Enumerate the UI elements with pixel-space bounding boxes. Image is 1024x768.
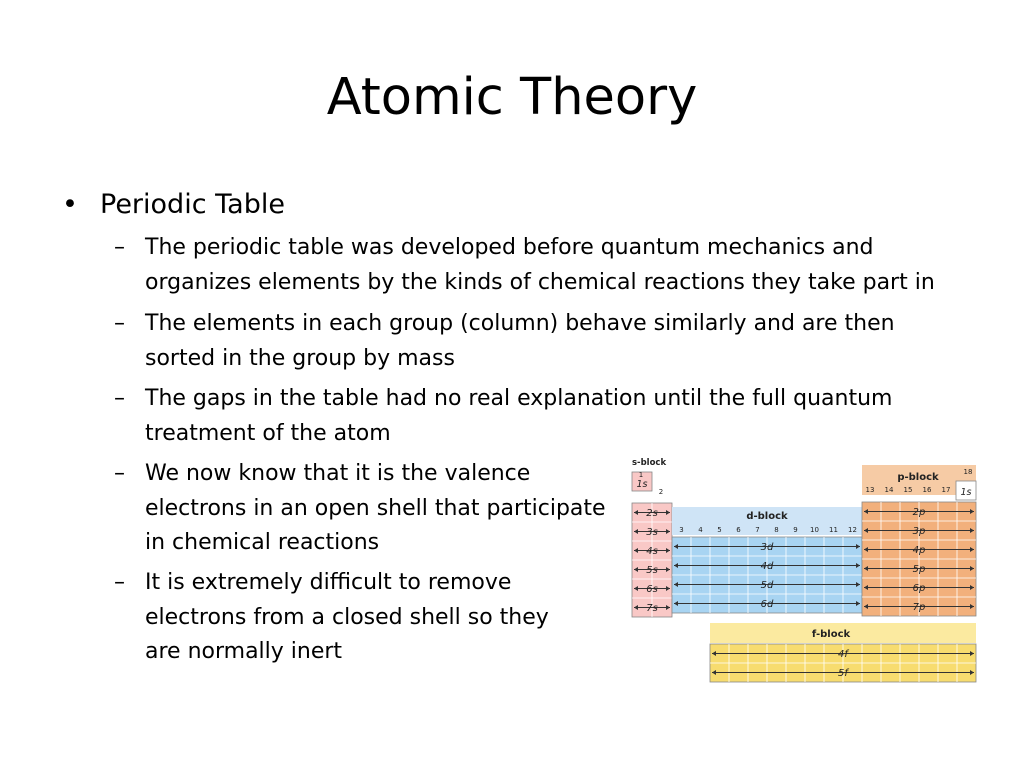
p-group-number: 18 bbox=[963, 468, 973, 476]
p-row-label: 7p bbox=[912, 602, 926, 613]
subpoint-line: in chemical reactions bbox=[145, 530, 380, 555]
d-group-number: 10 bbox=[810, 526, 819, 534]
subpoint-line: electrons in an open shell that participate bbox=[145, 495, 606, 521]
slide-title: Atomic Theory bbox=[326, 68, 698, 127]
d-group-number: 12 bbox=[848, 526, 857, 534]
dash-marker: – bbox=[114, 461, 125, 486]
s-row-label: 2s bbox=[646, 508, 658, 519]
d-group-number: 11 bbox=[829, 526, 838, 534]
p-row-label: 2p bbox=[912, 507, 926, 518]
subpoint-line: electrons from a closed shell so they bbox=[145, 604, 549, 630]
d-row-label: 3d bbox=[760, 542, 774, 553]
d-group-number: 7 bbox=[755, 526, 760, 534]
d-group-number: 4 bbox=[698, 526, 703, 534]
p-group-number: 14 bbox=[884, 486, 894, 494]
subpoint-line: The periodic table was developed before quantum mechanics and bbox=[145, 235, 874, 260]
subpoint-line: It is extremely difficult to remove bbox=[145, 570, 512, 595]
s-block-label: s-block bbox=[632, 458, 667, 468]
d-group-number: 5 bbox=[717, 526, 722, 534]
p-row-label: 5p bbox=[912, 564, 926, 575]
subpoint-line: The gaps in the table had no real explanation until the full quantum bbox=[145, 386, 893, 411]
s-row-label: 7s bbox=[646, 603, 658, 614]
s-row-label: 4s bbox=[646, 546, 658, 557]
bullet-marker: • bbox=[62, 189, 78, 220]
subpoint-line: are normally inert bbox=[145, 639, 343, 664]
subpoint-line: organizes elements by the kinds of chemical reactions they take part in bbox=[145, 269, 935, 295]
f-block-label: f-block bbox=[811, 629, 851, 640]
s-row-label: 3s bbox=[646, 527, 658, 538]
p-group-number: 16 bbox=[922, 486, 932, 494]
bullet-text: Periodic Table bbox=[100, 189, 285, 220]
p-group-number: 13 bbox=[865, 486, 875, 494]
dash-marker: – bbox=[114, 235, 125, 260]
p-row-label: 3p bbox=[912, 526, 926, 537]
s-row-label: 5s bbox=[646, 565, 658, 576]
subpoint-line: We now know that it is the valence bbox=[145, 461, 531, 486]
d-group-number: 8 bbox=[774, 526, 779, 534]
p-group-number: 15 bbox=[903, 486, 913, 494]
d-group-number: 9 bbox=[793, 526, 798, 534]
d-row-label: 6d bbox=[760, 599, 774, 610]
s-group-number: 1 bbox=[638, 471, 644, 479]
s-row-label: 6s bbox=[646, 584, 658, 595]
periodic-table-blocks-figure bbox=[628, 455, 980, 685]
d-row-label: 4d bbox=[760, 561, 774, 572]
subpoint-line: sorted in the group by mass bbox=[145, 345, 455, 371]
he-shell-label: 1s bbox=[960, 487, 972, 498]
dash-marker: – bbox=[114, 311, 125, 336]
subpoint-line: treatment of the atom bbox=[145, 420, 391, 446]
d-row-label: 5d bbox=[760, 580, 774, 591]
p-block-label: p-block bbox=[897, 472, 939, 483]
dash-marker: – bbox=[114, 386, 125, 411]
d-block-label: d-block bbox=[746, 511, 788, 522]
h-shell-label: 1s bbox=[636, 479, 648, 490]
s-group-number: 2 bbox=[658, 488, 664, 496]
p-group-number: 17 bbox=[941, 486, 951, 494]
d-group-number: 6 bbox=[736, 526, 741, 534]
p-row-label: 6p bbox=[912, 583, 926, 594]
subpoint-line: The elements in each group (column) behave similarly and are then bbox=[145, 311, 895, 336]
d-group-number: 3 bbox=[679, 526, 684, 534]
f-row-label: 5f bbox=[838, 668, 848, 679]
p-row-label: 4p bbox=[912, 545, 926, 556]
f-row-label: 4f bbox=[838, 649, 848, 660]
dash-marker: – bbox=[114, 570, 125, 595]
